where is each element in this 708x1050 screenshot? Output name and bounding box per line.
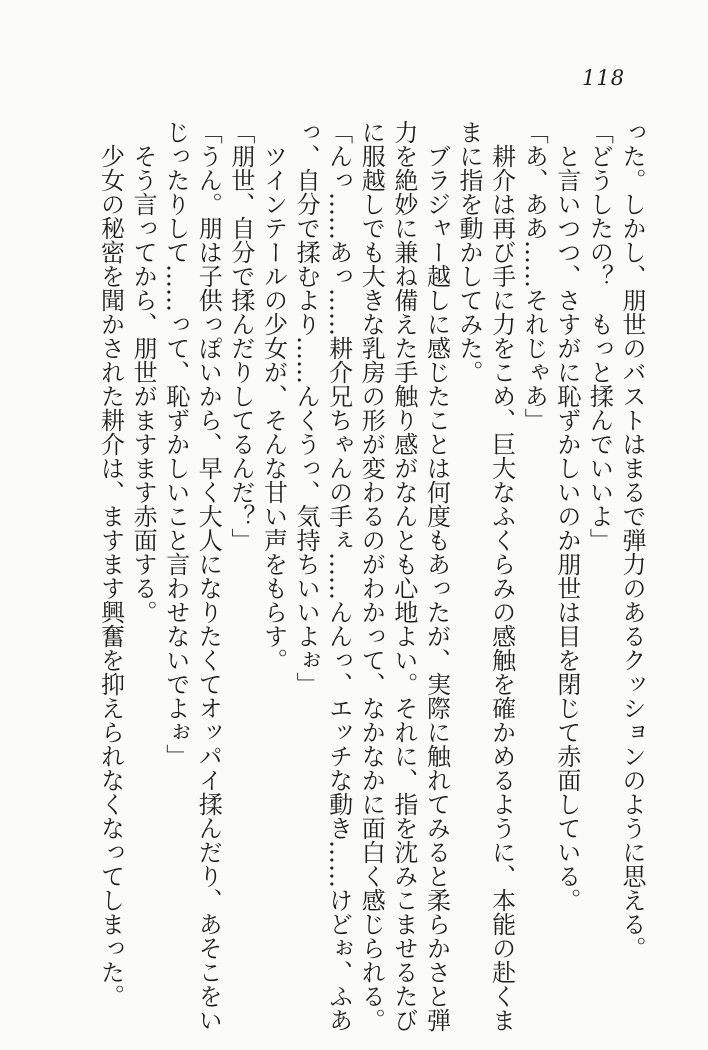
text-line: 「朋世、自分で揉んだりしてるんだ？」 bbox=[226, 120, 255, 552]
text-line: まに指を動かしてみた。 bbox=[455, 120, 484, 384]
text-line: 「んっ……あっ……耕介兄ちゃんの手ぇ……んんっ、エッチな動き……けどぉ、ふあ bbox=[324, 120, 353, 1032]
text-line: 耕介は再び手に力をこめ、巨大なふくらみの感触を確かめるように、本能の赴くま bbox=[487, 144, 516, 1032]
text-line: そう言ってから、朋世がますます赤面する。 bbox=[129, 144, 158, 624]
page-number: 118 bbox=[582, 66, 626, 90]
text-line: ツインテールの少女が、そんな甘い声をもらす。 bbox=[259, 144, 288, 672]
text-line: 「あ、ああ……それじゃあ」 bbox=[520, 120, 549, 432]
text-block bbox=[92, 120, 648, 1042]
text-line: じったりして……って、恥ずかしいこと言わせないでよぉ」 bbox=[161, 120, 190, 768]
text-line: 少女の秘密を聞かされた耕介は、ますます興奮を抑えられなくなってしまった。 bbox=[96, 144, 125, 1008]
text-line: と言いつつ、さすがに恥ずかしいのか朋世は目を閉じて赤面している。 bbox=[552, 144, 581, 912]
text-line: った。しかし、朋世のバストはまるで弾力のあるクッションのように思える。 bbox=[618, 120, 646, 960]
text-line: 「うん。朋は子供っぽいから、早く大人になりたくてオッパイ揉んだり、あそこをい bbox=[194, 120, 223, 1032]
text-line: 「どうしたの？ もっと揉んでいいよ」 bbox=[585, 120, 614, 552]
text-line: 力を絶妙に兼ね備えた手触り感がなんとも心地よい。それに、指を沈みこませるたび bbox=[389, 120, 418, 1032]
text-line: に服越しでも大きな乳房の形が変わるのがわかって、なかなかに面白く感じられる。 bbox=[357, 120, 386, 1032]
text-line: っ、自分で揉むより……んくうっ、気持ちいいよぉ」 bbox=[292, 120, 321, 696]
text-line: ブラジャー越しに感じたことは何度もあったが、実際に触れてみると柔らかさと弾 bbox=[422, 144, 451, 1032]
